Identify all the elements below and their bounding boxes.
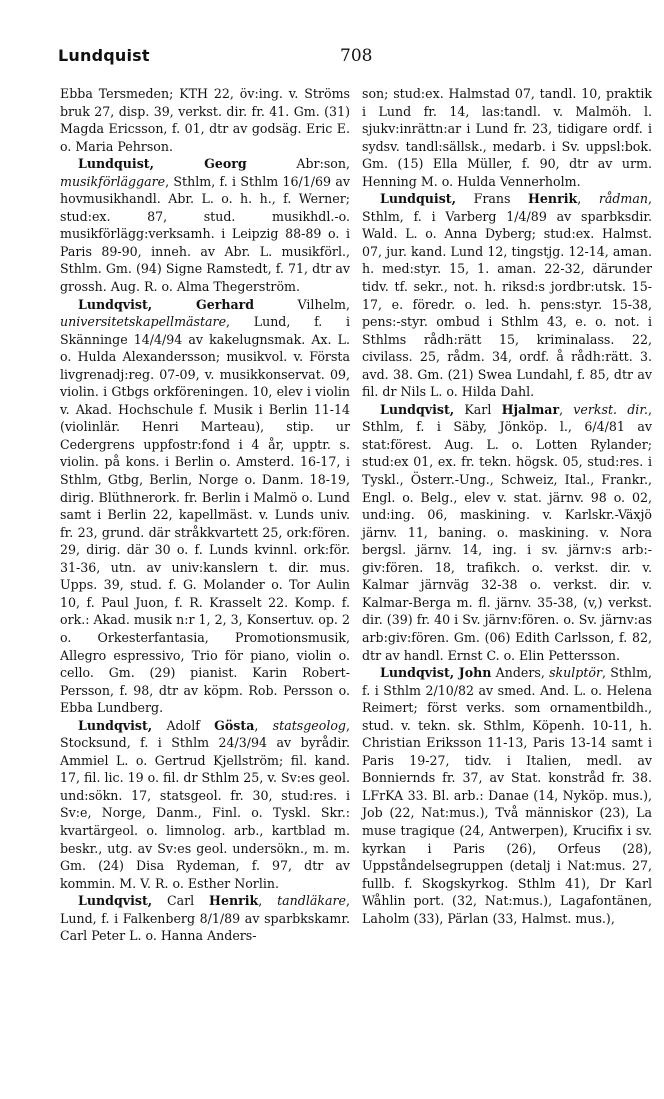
entry-given-names: Anders, bbox=[491, 665, 550, 681]
entry-headword: Lundqvist, bbox=[78, 893, 153, 909]
entry: Lundquist, Frans Henrik, rådman, Sthlm, f. i Varberg 1/4/89 av sparbksdir. Wald. L. o. Anna Dyberg; stud:ex. Halmst. 07, jur. kand. Lund 12, tingstjg. 12-14, aman. h. med:styr. 15, 1. aman. 22-32, därunder tidv. tf. sekr., not. h. riksd:s jordbr:utsk. 15-17, e. föredr. o. led. h. pens:styr. 15-38, pens:-styr. ombud i Sthlm 43, e. o. not. i Sthlms rådh:rätt 15, kriminalass. 22, civilass. 25, rådm. 34, ordf. å rådh:rätt. 3. avd. 38. Gm. (21) Swea Lundahl, f. 85, dtr av fil. dr Nils L. o. Hilda Dahl. bbox=[362, 191, 652, 400]
entry-text: , Sthlm, f. i Varberg 1/4/89 av sparbksdir. Wald. L. o. Anna Dyberg; stud:ex. Halmst. 07, jur. kand. Lund 12, tingstjg. 12-14, aman. h. med:styr. 15, 1. aman. 22-32, därunder tidv. tf. sekr., not. h. riksd:s jordbr:utsk. 15-17, e. föredr. o. led. h. pens:styr. 15-38, pens:-styr. ombud i Sthlm 43, e. o. not. i Sthlms rådh:rätt 15, kriminalass. 22, civilass. 25, rådm. 34, ordf. å rådh:rätt. 3. avd. 38. Gm. (21) Swea Lundahl, f. 85, dtr av fil. dr Nils L. o. Hilda Dahl. bbox=[362, 191, 652, 400]
entry-occupation: rådman bbox=[598, 191, 648, 207]
entry bbox=[60, 296, 350, 717]
entry-given-names: Vilhelm, bbox=[254, 296, 350, 312]
right-column bbox=[362, 85, 652, 927]
entry: Lundqvist, Karl Hjalmar, verkst. dir., Sthlm, f. i Säby, Jönköp. l., 6/4/81 av stat:förest. Aug. L. o. Lotten Rylander; stud:ex 01, ex. fr. tekn. högsk. 05, stud:res. i Tyskl., Österr.-Ung., Schweiz, Ital., Frankr., Engl. o. Belg., elev v. stat. järnv. 98 o. 02, und:ing. 06, maskining. v. Karlskr.-Växjö järnv. 11, baning. o. maskining. v. Nora bergsl. järnv. 14, ing. i sv. järnv:s arb:-giv:fören. 18, trafikch. o. verkst. dir. v. Kalmar järnväg 32-38 o. verkst. dir. v. Kalmar-Berga m. fl. järnv. 35-38, (v,) verkst. dir. (39) fr. 40 i Sv. järnv:fören. o. Sv. järnv:as arb:giv:fören. Gm. (06) Edith Carlsson, f. 82, dtr av handl. Ernst C. o. Elin Pettersson. bbox=[362, 401, 652, 663]
entry-callname: Gösta bbox=[214, 717, 255, 733]
running-head: Lundquist bbox=[58, 46, 150, 65]
entry: Lundqvist, Adolf Gösta, statsgeolog, Stocksund, f. i Sthlm 24/3/94 av byrådir. Ammiel L. o. Gertrud Kjellström; fil. kand. 17, fil. lic. 19 o. fil. dr Sthlm 25, v. Sv:es geol. und:sökn. 17, statsgeol. fr. 30, stud:res. i Sv:e, Norge, Danm., Finl. o. Tyskl. Skr.: kvartärgeol. o. limnolog. arb., kartblad m. beskr., utg. av Sv:es geol. undersökn., m. m. Gm. (24) Disa Rydeman, f. 97, dtr av kommin. M. V. R. o. Esther Norlin. bbox=[60, 717, 351, 891]
entry bbox=[362, 85, 652, 190]
entry bbox=[362, 664, 652, 927]
entry-given-names: Carl bbox=[152, 893, 210, 909]
entry-headword: Lundquist, bbox=[380, 191, 457, 207]
entry-text: , Stocksund, f. i Sthlm 24/3/94 av byrådir. Ammiel L. o. Gertrud Kjellström; fil. kand. 17, fil. lic. 19 o. fil. dr Sthlm 25, v. Sv:es geol. und:sökn. 17, statsgeol. fr. 30, stud:res. i Sv:e, Norge, Danm., Finl. o. Tyskl. Skr.: kvartärgeol. o. limnolog. arb., kartblad m. beskr., utg. av Sv:es geol. undersökn., m. m. Gm. (24) Disa Rydeman, f. 97, dtr av kommin. M. V. R. o. Esther Norlin. bbox=[60, 717, 351, 891]
entry-occupation: musikförläggare bbox=[60, 173, 166, 189]
left-column bbox=[60, 85, 350, 945]
entry-given-names: Karl bbox=[454, 401, 502, 417]
entry-occupation: statsgeolog bbox=[272, 717, 346, 733]
entry-occupation: universitetskapellmästare bbox=[60, 314, 227, 330]
entry-callname: Henrik bbox=[209, 893, 259, 909]
entry-given-names: Abr:son, bbox=[246, 156, 350, 172]
entry-text: , Lund, f. i Skänninge 14/4/94 av kakelugnsmak. Ax. L. o. Hulda Alexandersson; musikvol. v. Första livgrenadj:reg. 07-09, v. musikkonservat. 09, violin. i Gtbgs orkföreningen. 10, elev i violin v. Akad. Hochschule f. Musik i Berlin 11-14 (violinlär. Henri Marteau), stip. ur Cedergrens uppfostr:fond i 4 år, upptr. s. violin. på kons. i Berlin o. Amsterd. 16-17, i Sthlm, Gtbg, Berlin, Norge o. Danm. 18-19, dirig. Blüthnerork. fr. Berlin i Malmö o. Lund samt i Berlin 22, kapellmäst. v. Lunds univ. fr. 23, grund. där stråkkvartett 25, ork:fören. 29, dirig. där 30 o. f. Lunds kvinnl. ork:för. 31-36, utn. av univ:kanslern t. dir. mus. Upps. 39, stud. f. G. Molander o. Tor Aulin 10, f. Paul Juon, f. R. Krasselt 22. Komp. f. ork.: Akad. musik n:r 1, 2, 3, Konsertuv. op. 2 o. Orkesterfantasia, Promotionsmusik, Allegro espressivo, Trio för piano, violin o. cello. Gm. (29) pianist. Karin Robert-Persson, f. 98, dtr av köpm. Rob. Persson o. Ebba Lundberg. bbox=[60, 314, 350, 716]
entry-headword: Lundqvist, bbox=[380, 401, 455, 417]
entry-text: Ebba Tersmeden; KTH 22, öv:ing. v. Ströms bruk 27, disp. 39, verkst. dir. fr. 41. Gm. (31) Magda Ericsson, f. 01, dtr av godsäg. Eric E. o. Maria Pehrson. bbox=[60, 86, 350, 154]
entry bbox=[60, 155, 350, 295]
entry-text: , Sthlm, f. i Sthlm 16/1/69 av hovmusikhandl. Abr. L. o. h. h., f. Werner; stud:ex. 87, stud. musikhdl.-o. musikförlägg:verksamh. i Leipzig 88-89 o. i Paris 89-90, inneh. av Abr. L. musikförl., Sthlm. Gm. (94) Signe Ramstedt, f. 71, dtr av grossh. Aug. R. o. Alma Thegerström. bbox=[60, 173, 350, 295]
entry-occupation: tandläkare bbox=[277, 893, 346, 909]
entry-text: , Lund, f. i Falkenberg 8/1/89 av sparbkskamr. Carl Peter L. o. Hanna Anders- bbox=[60, 893, 351, 944]
entry bbox=[60, 85, 350, 155]
entry-headword: Lundquist, Georg bbox=[78, 156, 247, 172]
page-number: 708 bbox=[340, 46, 373, 66]
entry: Lundqvist, Carl Henrik, tandläkare, Lund, f. i Falkenberg 8/1/89 av sparbkskamr. Carl Peter L. o. Hanna Anders- bbox=[60, 893, 351, 944]
page-header bbox=[58, 46, 654, 74]
entry-headword: Lundqvist, bbox=[78, 717, 153, 733]
entry-given-names: Frans bbox=[456, 191, 529, 207]
entry-callname: Hjalmar bbox=[501, 401, 560, 417]
entry-occupation: verkst. dir. bbox=[573, 401, 648, 417]
entry-text: son; stud:ex. Halmstad 07, tandl. 10, praktik i Lund fr. 14, las:tandl. v. Malmöh. l. sjukv:inrättn:ar i Lund fr. 23, tidigare ordf. i sydsv. tandl:sällsk., medarb. i Sv. uppsl:bok. Gm. (15) Ella Müller, f. 90, dtr av urm. Henning M. o. Hulda Vennerholm. bbox=[362, 86, 652, 189]
entry-given-names: Adolf bbox=[152, 717, 215, 733]
entry-occupation: skulptör bbox=[549, 665, 603, 681]
entry-headword: Lundqvist, John bbox=[380, 665, 492, 681]
entry-text: , Sthlm, f. i Säby, Jönköp. l., 6/4/81 av stat:förest. Aug. L. o. Lotten Rylander; stud:ex 01, ex. fr. tekn. högsk. 05, stud:res. i Tyskl., Österr.-Ung., Schweiz, Ital., Frankr., Engl. o. Belg., elev v. stat. järnv. 98 o. 02, und:ing. 06, maskining. v. Karlskr.-Växjö järnv. 11, baning. o. maskining. v. Nora bergsl. järnv. 14, ing. i sv. järnv:s arb:-giv:fören. 18, trafikch. o. verkst. dir. v. Kalmar järnväg 32-38 o. verkst. dir. v. Kalmar-Berga m. fl. järnv. 35-38, (v,) verkst. dir. (39) fr. 40 i Sv. järnv:fören. o. Sv. järnv:as arb:giv:fören. Gm. (06) Edith Carlsson, f. 82, dtr av handl. Ernst C. o. Elin Pettersson. bbox=[362, 401, 652, 663]
entry-callname: Henrik bbox=[528, 191, 578, 207]
entry-text: , Sthlm, f. i Sthlm 2/10/82 av smed. And. L. o. Helena Reimert; först verks. som ornamentbildh., stud. v. tekn. sk. Sthlm, Köpenh. 10-11, h. Christian Eriksson 11-13, Paris 13-14 samt i Paris 19-27, tidv. i Italien, medl. av Bonniernds fr. 37, av Stat. konstråd fr. 38. LFrKA 33. Bl. arb.: Danae (14, Nyköp. mus.), Job (22, Nat:mus.), Två människor (23), La muse tragique (24, Antwerpen), Krucifix i sv. kyrkan i Paris (26), Orfeus (28), Uppståndelsegruppen (detalj i Nat:mus. 27, fullb. f. Skogskyrkog. Sthlm 41), Dr Karl Wåhlin port. (32, Nat:mus.), Lagafontänen, Laholm (33), Pärlan (33, Halmst. mus.), bbox=[362, 665, 653, 926]
entry-headword: Lundqvist, Gerhard bbox=[78, 296, 255, 312]
